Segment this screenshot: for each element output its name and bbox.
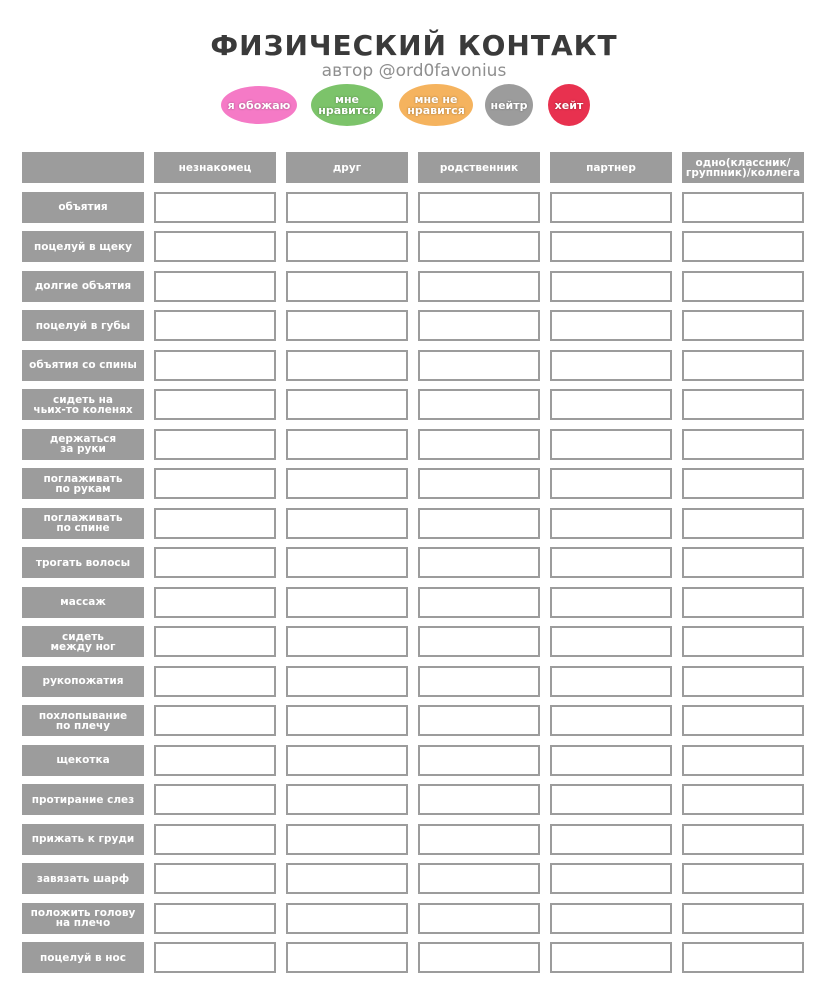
answer-cell[interactable] bbox=[286, 350, 408, 381]
column-header: одно(классник/ группник)/коллега bbox=[682, 152, 804, 183]
answer-cell[interactable] bbox=[418, 863, 540, 894]
answer-cell[interactable] bbox=[418, 705, 540, 736]
answer-cell[interactable] bbox=[154, 231, 276, 262]
answer-cell[interactable] bbox=[550, 863, 672, 894]
answer-cell[interactable] bbox=[550, 429, 672, 460]
answer-cell[interactable] bbox=[154, 508, 276, 539]
answer-cell[interactable] bbox=[418, 310, 540, 341]
answer-cell[interactable] bbox=[154, 705, 276, 736]
answer-cell[interactable] bbox=[418, 666, 540, 697]
column-header: партнер bbox=[550, 152, 672, 183]
row-header: объятия bbox=[22, 192, 144, 223]
row-header: массаж bbox=[22, 587, 144, 618]
answer-cell[interactable] bbox=[418, 429, 540, 460]
answer-cell[interactable] bbox=[154, 350, 276, 381]
row-header: трогать волосы bbox=[22, 547, 144, 578]
legend bbox=[0, 84, 828, 128]
row-header: поцелуй в губы bbox=[22, 310, 144, 341]
answer-cell[interactable] bbox=[154, 468, 276, 499]
answer-cell[interactable] bbox=[418, 587, 540, 618]
answer-cell[interactable] bbox=[286, 271, 408, 302]
answer-cell[interactable] bbox=[418, 350, 540, 381]
contact-table bbox=[22, 152, 804, 973]
answer-cell[interactable] bbox=[286, 784, 408, 815]
column-header: друг bbox=[286, 152, 408, 183]
answer-cell[interactable] bbox=[418, 271, 540, 302]
answer-cell[interactable] bbox=[682, 587, 804, 618]
answer-cell[interactable] bbox=[550, 942, 672, 973]
row-header: держаться за руки bbox=[22, 429, 144, 460]
answer-cell[interactable] bbox=[154, 784, 276, 815]
legend-love: я обожаю bbox=[221, 86, 297, 124]
legend-like: мне нравится bbox=[311, 84, 383, 126]
answer-cell[interactable] bbox=[418, 508, 540, 539]
table-corner bbox=[22, 152, 144, 183]
row-header: поглаживать по рукам bbox=[22, 468, 144, 499]
answer-cell[interactable] bbox=[286, 863, 408, 894]
answer-cell[interactable] bbox=[286, 626, 408, 657]
answer-cell[interactable] bbox=[286, 429, 408, 460]
row-header: сидеть между ног bbox=[22, 626, 144, 657]
legend-hate: хейт bbox=[548, 84, 590, 126]
answer-cell[interactable] bbox=[418, 389, 540, 420]
answer-cell[interactable] bbox=[682, 547, 804, 578]
row-header: положить голову на плечо bbox=[22, 903, 144, 934]
answer-cell[interactable] bbox=[418, 903, 540, 934]
answer-cell[interactable] bbox=[550, 231, 672, 262]
answer-cell[interactable] bbox=[286, 310, 408, 341]
answer-cell[interactable] bbox=[550, 192, 672, 223]
column-header: незнакомец bbox=[154, 152, 276, 183]
answer-cell[interactable] bbox=[154, 745, 276, 776]
answer-cell[interactable] bbox=[418, 547, 540, 578]
row-header: прижать к груди bbox=[22, 824, 144, 855]
legend-dislike: мне не нравится bbox=[399, 84, 473, 126]
row-header: поцелуй в нос bbox=[22, 942, 144, 973]
row-header: сидеть на чьих-то коленях bbox=[22, 389, 144, 420]
answer-cell[interactable] bbox=[418, 745, 540, 776]
answer-cell[interactable] bbox=[550, 666, 672, 697]
answer-cell[interactable] bbox=[550, 903, 672, 934]
answer-cell[interactable] bbox=[154, 547, 276, 578]
row-header: поглаживать по спине bbox=[22, 508, 144, 539]
answer-cell[interactable] bbox=[682, 271, 804, 302]
answer-cell[interactable] bbox=[154, 192, 276, 223]
row-header: рукопожатия bbox=[22, 666, 144, 697]
answer-cell[interactable] bbox=[154, 587, 276, 618]
answer-cell[interactable] bbox=[682, 626, 804, 657]
answer-cell[interactable] bbox=[550, 389, 672, 420]
answer-cell[interactable] bbox=[550, 705, 672, 736]
answer-cell[interactable] bbox=[286, 942, 408, 973]
answer-cell[interactable] bbox=[682, 429, 804, 460]
answer-cell[interactable] bbox=[682, 192, 804, 223]
answer-cell[interactable] bbox=[682, 389, 804, 420]
answer-cell[interactable] bbox=[418, 192, 540, 223]
author-credit: автор @ord0favonius bbox=[321, 61, 507, 81]
answer-cell[interactable] bbox=[550, 626, 672, 657]
answer-cell[interactable] bbox=[286, 547, 408, 578]
answer-cell[interactable] bbox=[286, 705, 408, 736]
row-header: протирание слез bbox=[22, 784, 144, 815]
answer-cell[interactable] bbox=[154, 824, 276, 855]
answer-cell[interactable] bbox=[286, 587, 408, 618]
answer-cell[interactable] bbox=[682, 666, 804, 697]
answer-cell[interactable] bbox=[550, 587, 672, 618]
row-header: щекотка bbox=[22, 745, 144, 776]
answer-cell[interactable] bbox=[550, 508, 672, 539]
answer-cell[interactable] bbox=[286, 508, 408, 539]
answer-cell[interactable] bbox=[154, 666, 276, 697]
answer-cell[interactable] bbox=[682, 942, 804, 973]
legend-neutral: нейтр bbox=[485, 84, 533, 126]
answer-cell[interactable] bbox=[550, 310, 672, 341]
answer-cell[interactable] bbox=[682, 824, 804, 855]
answer-cell[interactable] bbox=[286, 389, 408, 420]
answer-cell[interactable] bbox=[682, 350, 804, 381]
answer-cell[interactable] bbox=[550, 350, 672, 381]
answer-cell[interactable] bbox=[550, 271, 672, 302]
answer-cell[interactable] bbox=[550, 824, 672, 855]
answer-cell[interactable] bbox=[154, 903, 276, 934]
answer-cell[interactable] bbox=[286, 903, 408, 934]
answer-cell[interactable] bbox=[550, 547, 672, 578]
answer-cell[interactable] bbox=[154, 310, 276, 341]
answer-cell[interactable] bbox=[154, 863, 276, 894]
answer-cell[interactable] bbox=[418, 824, 540, 855]
row-header: долгие объятия bbox=[22, 271, 144, 302]
page-title: ФИЗИЧЕСКИЙ КОНТАКТ bbox=[210, 29, 618, 62]
answer-cell[interactable] bbox=[418, 942, 540, 973]
answer-cell[interactable] bbox=[154, 389, 276, 420]
answer-cell[interactable] bbox=[418, 231, 540, 262]
answer-cell[interactable] bbox=[682, 310, 804, 341]
row-header: похлопывание по плечу bbox=[22, 705, 144, 736]
answer-cell[interactable] bbox=[682, 745, 804, 776]
answer-cell[interactable] bbox=[286, 666, 408, 697]
answer-cell[interactable] bbox=[550, 784, 672, 815]
answer-cell[interactable] bbox=[286, 192, 408, 223]
answer-cell[interactable] bbox=[418, 626, 540, 657]
answer-cell[interactable] bbox=[286, 745, 408, 776]
answer-cell[interactable] bbox=[682, 468, 804, 499]
answer-cell[interactable] bbox=[550, 468, 672, 499]
answer-cell[interactable] bbox=[286, 468, 408, 499]
answer-cell[interactable] bbox=[286, 824, 408, 855]
row-header: объятия со спины bbox=[22, 350, 144, 381]
column-header: родственник bbox=[418, 152, 540, 183]
answer-cell[interactable] bbox=[154, 271, 276, 302]
answer-cell[interactable] bbox=[286, 231, 408, 262]
answer-cell[interactable] bbox=[154, 942, 276, 973]
answer-cell[interactable] bbox=[682, 508, 804, 539]
answer-cell[interactable] bbox=[550, 745, 672, 776]
answer-cell[interactable] bbox=[682, 231, 804, 262]
row-header: завязать шарф bbox=[22, 863, 144, 894]
answer-cell[interactable] bbox=[154, 626, 276, 657]
answer-cell[interactable] bbox=[682, 903, 804, 934]
answer-cell[interactable] bbox=[418, 784, 540, 815]
answer-cell[interactable] bbox=[682, 784, 804, 815]
answer-cell[interactable] bbox=[154, 429, 276, 460]
answer-cell[interactable] bbox=[682, 863, 804, 894]
row-header: поцелуй в щеку bbox=[22, 231, 144, 262]
answer-cell[interactable] bbox=[682, 705, 804, 736]
answer-cell[interactable] bbox=[418, 468, 540, 499]
